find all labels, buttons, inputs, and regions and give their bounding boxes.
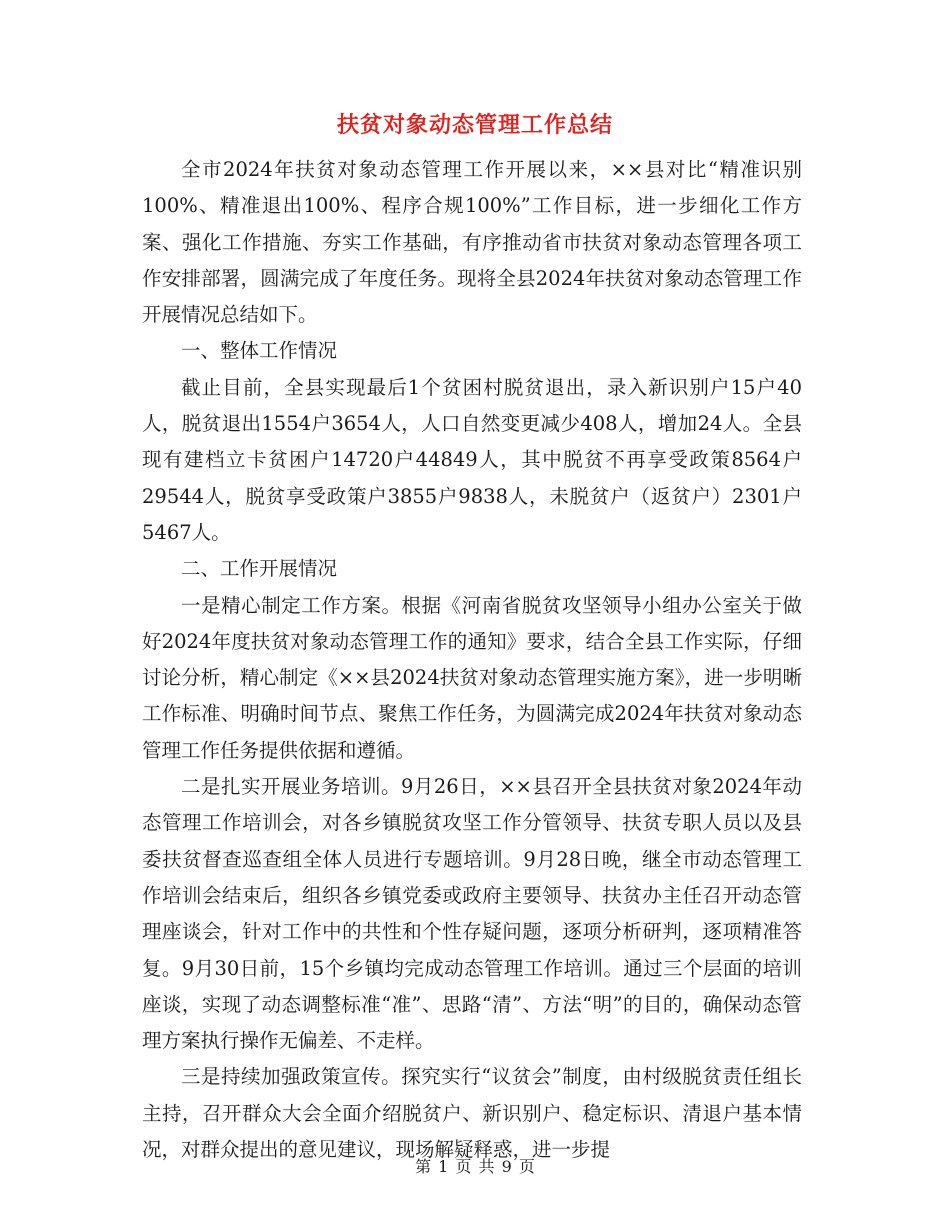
page-number: 第 1 页 共 9 页	[415, 1157, 535, 1176]
intro-paragraph: 全市2024年扶贫对象动态管理工作开展以来，××县对比“精准识别100%、精准退出100%、程序合规100%”工作目标，进一步细化工作方案、强化工作措施、夯实工作基础，有序推动省市扶贫对象动态管理各项工作安排部署，圆满完成了年度任务。现将全县2024年扶贫对象动态管理工作开展情况总结如下。	[142, 158, 802, 327]
publicity-paragraph: 三是持续加强政策宣传。探究实行“议贫会”制度，由村级脱贫责任组长主持，召开群众大会全面介绍脱贫户、新识别户、稳定标识、清退户基本情况，对群众提出的意见建议，现场解疑释惑，进一步提	[142, 1065, 802, 1162]
training-paragraph: 二是扎实开展业务培训。9月26日，××县召开全县扶贫对象2024年动态管理工作培训会，对各乡镇脱贫攻坚工作分管领导、扶贫专职人员以及县委扶贫督查巡查组全体人员进行专题培训。9月28日晚，继全市动态管理工作培训会结束后，组织各乡镇党委或政府主要领导、扶贫办主任召开动态管理座谈会，针对工作中的共性和个性存疑问题，逐项分析研判，逐项精准答复。9月30日前，15个乡镇均完成动态管理工作培训。通过三个层面的培训座谈，实现了动态调整标准“准”、思路“清”、方法“明”的目的，确保动态管理方案执行操作无偏差、不走样。	[142, 775, 802, 1053]
work-plan-paragraph: 一是精心制定工作方案。根据《河南省脱贫攻坚领导小组办公室关于做好2024年度扶贫对象动态管理工作的通知》要求，结合全县工作实际，仔细讨论分析，精心制定《××县2024扶贫对象动态管理实施方案》，进一步明晰工作标准、明确时间节点、聚焦工作任务，为圆满完成2024年扶贫对象动态管理工作任务提供依据和遵循。	[142, 593, 802, 762]
section-heading-overall: 一、整体工作情况	[181, 339, 338, 363]
section-heading-work: 二、工作开展情况	[181, 557, 338, 581]
overall-status-paragraph: 截止目前，全县实现最后1个贫困村脱贫退出，录入新识别户15户40人，脱贫退出1554户3654人，人口自然变更减少408人，增加24人。全县现有建档立卡贫困户14720户44849人，其中脱贫不再享受政策8564户29544人，脱贫享受政策户3855户9838人，未脱贫户（返贫户）2301户5467人。	[142, 375, 802, 544]
document-body	[142, 152, 802, 1168]
document-title: 扶贫对象动态管理工作总结	[336, 113, 613, 138]
